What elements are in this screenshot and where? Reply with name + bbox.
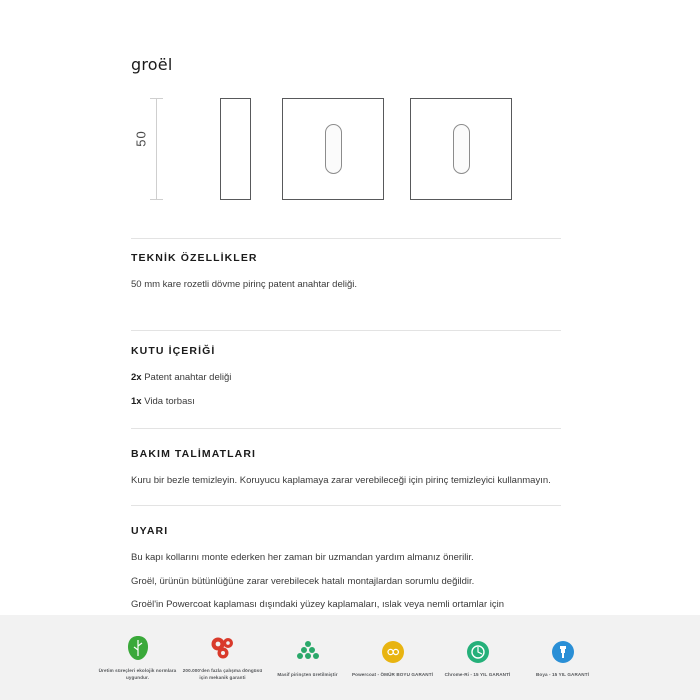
brand-logo: groël [131, 55, 173, 74]
side-profile-view [220, 98, 251, 200]
badge-paint-warranty [520, 637, 605, 679]
box-content-item [131, 371, 561, 386]
chrome-icon [463, 637, 493, 667]
dimension-tick-top [150, 98, 163, 99]
section-kutu-icerigi [131, 345, 561, 409]
infinity-icon [378, 637, 408, 667]
box-content-qty: 1x [131, 395, 142, 407]
section-text: Groël'in Powercoat kaplaması dışındaki yüzey kaplamaları, ıslak veya nemli ortamlar için [131, 599, 504, 611]
section-bakim-talimatlari [131, 448, 561, 489]
section-title: UYARI [131, 525, 169, 537]
technical-drawing [131, 95, 561, 210]
section-teknik-ozellikler [131, 252, 561, 293]
section-title: BAKIM TALİMATLARI [131, 448, 257, 460]
section-title: KUTU İÇERİĞİ [131, 345, 216, 357]
box-content-qty: 2x [131, 372, 142, 383]
dimension-tick-bottom [150, 199, 163, 200]
keyhole-icon [325, 124, 342, 174]
leaf-icon [123, 633, 153, 663]
keyhole-icon [453, 124, 470, 174]
dimension-label: 50 [133, 130, 149, 147]
box-content-item [131, 395, 561, 410]
section-title: TEKNİK ÖZELLİKLER [131, 252, 258, 264]
badge-text: Masif pirinçten üretilmiştir [277, 671, 338, 677]
box-content-label: Patent anahtar deliği [144, 372, 232, 383]
paint-icon [548, 637, 578, 667]
badge-text: Chrome-Ri - 15 YIL GARANTİ [444, 671, 511, 677]
divider [131, 238, 561, 239]
section-text: Kuru bir bezle temizleyin. Koruyucu kaplamaya zarar verebileceği için pirinç temizleyici kullanmayın. [131, 475, 551, 486]
badge-cycles [180, 633, 265, 682]
badge-text: Üretim süreçleri ekolojik normlara uygundur. [98, 668, 177, 680]
badge-solid-brass [265, 637, 350, 679]
badge-eco [95, 633, 180, 682]
badge-chrome-warranty [435, 637, 520, 679]
dimension-line [156, 98, 157, 200]
badge-text: Powercoat - ÖMÜR BOYU GARANTİ [352, 671, 433, 677]
box-content-label: Vida torbası [144, 395, 195, 407]
badge-text: Boya - 15 YIL GARANTİ [536, 671, 589, 677]
section-uyari [131, 525, 561, 628]
gears-icon [208, 633, 238, 663]
section-text: Groël, ürünün bütünlüğüne zarar verebilecek hatalı montajlardan sorumlu değildir. [131, 575, 475, 587]
brass-stack-icon [293, 637, 323, 667]
badge-text: 200.000'den fazla çalışma döngüsü için mekanik garanti [182, 668, 263, 680]
badge-powercoat [350, 637, 435, 679]
divider [131, 330, 561, 331]
section-text: Bu kapı kollarını monte ederken her zaman bir uzmandan yardım almanız önerilir. [131, 552, 474, 563]
footer-badge-bar [0, 615, 700, 700]
rosette-front-view-1 [282, 98, 384, 200]
section-text: 50 mm kare rozetli dövme pirinç patent anahtar deliği. [131, 279, 358, 290]
divider [131, 428, 561, 429]
rosette-front-view-2 [410, 98, 512, 200]
divider [131, 505, 561, 506]
